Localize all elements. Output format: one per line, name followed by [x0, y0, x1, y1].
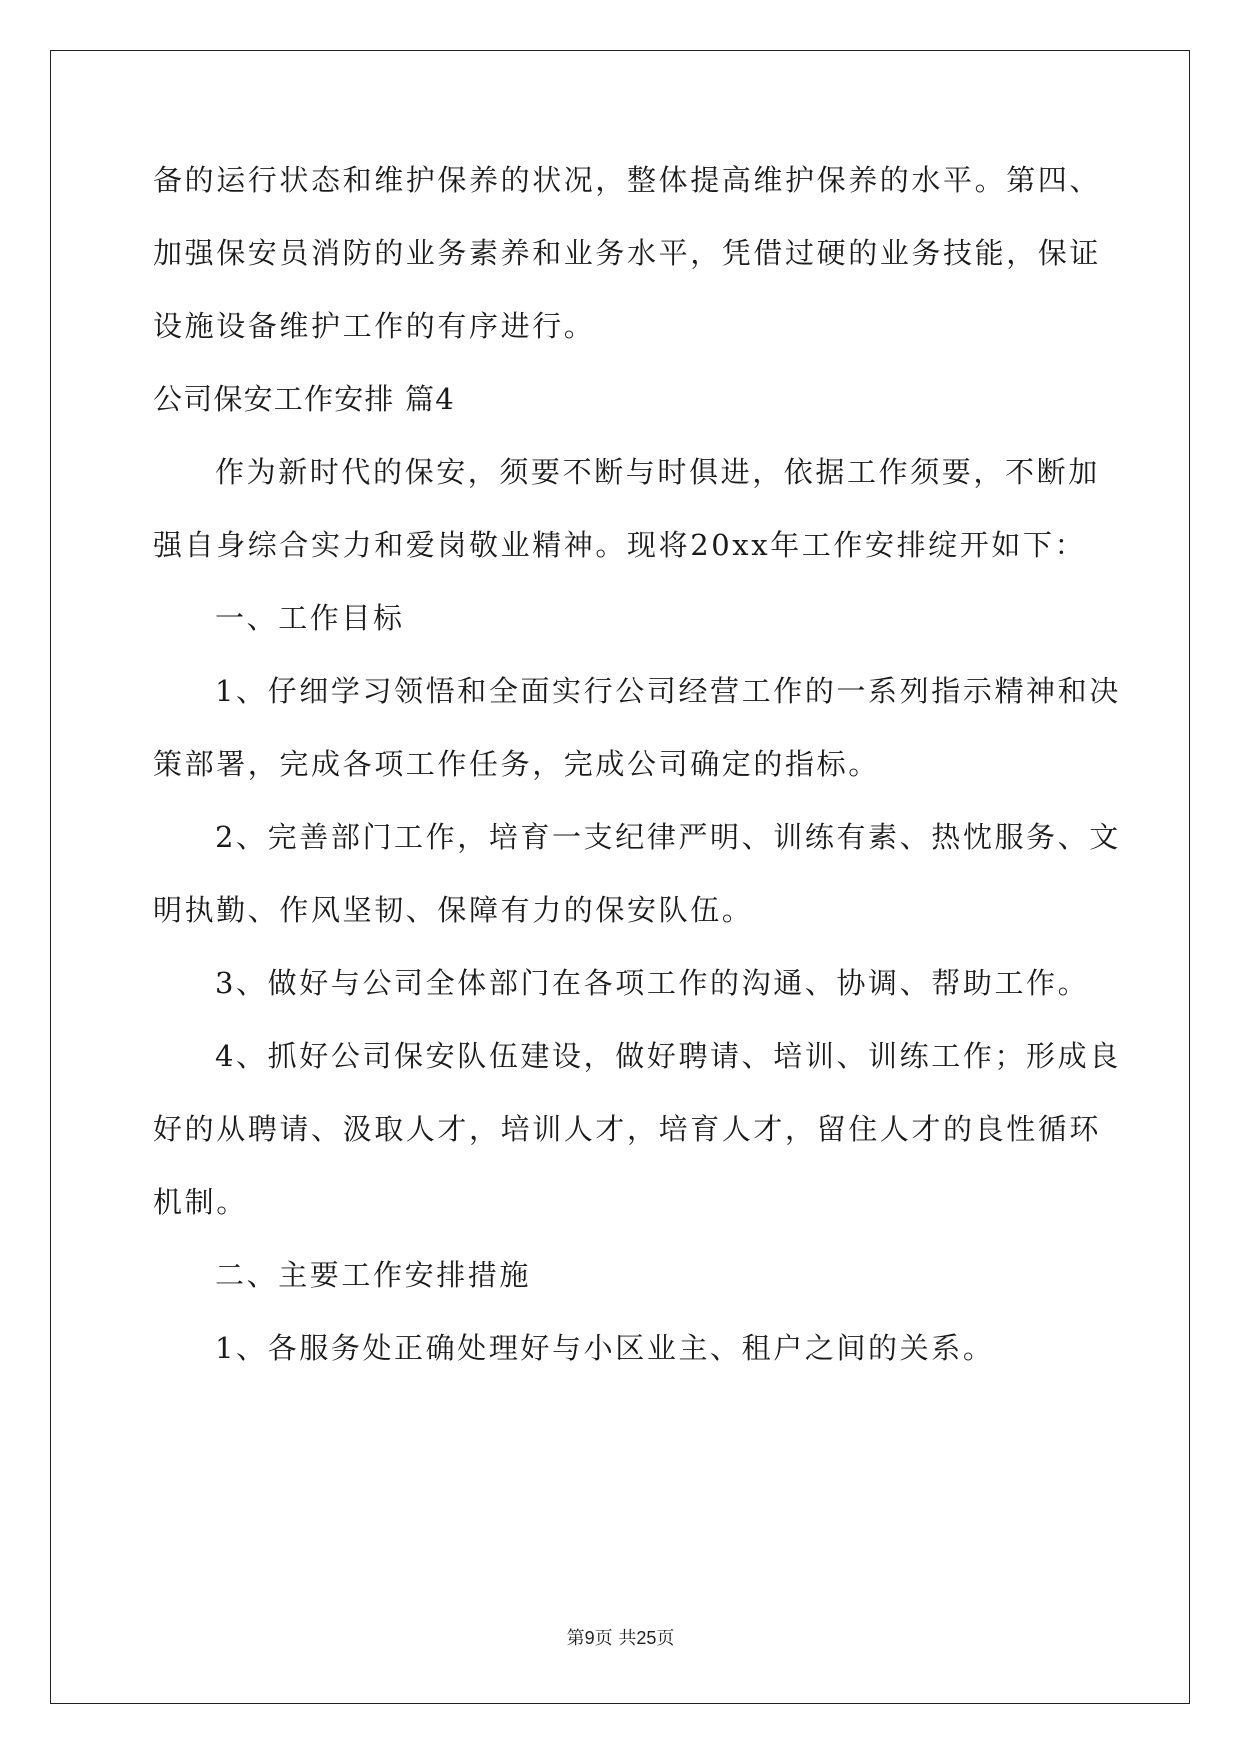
list-item: 1、仔细学习领悟和全面实行公司经营工作的一系列指示精神和决	[215, 674, 1121, 708]
list-item: 4、抓好公司保安队伍建设，做好聘请、培训、训练工作；形成良	[215, 1039, 1121, 1073]
body-line: 备的运行状态和维护保养的状况，整体提高维护保养的水平。第四、	[153, 163, 1102, 197]
footer-prefix: 第	[566, 1628, 585, 1649]
total-page-number: 25	[636, 1628, 657, 1648]
current-page-number: 9	[584, 1628, 595, 1648]
list-item-continuation: 明执勤、作风坚韧、保障有力的保安队伍。	[153, 893, 754, 927]
list-item-continuation: 好的从聘请、汲取人才，培训人才，培育人才，留住人才的良性循环	[153, 1112, 1102, 1146]
list-item: 1、各服务处正确处理好与小区业主、租户之间的关系。	[215, 1331, 995, 1365]
list-item: 3、做好与公司全体部门在各项工作的沟通、协调、帮助工作。	[215, 966, 1090, 1000]
list-item-continuation: 机制。	[153, 1185, 248, 1219]
page-number-footer	[0, 1624, 1241, 1650]
body-line: 作为新时代的保安，须要不断与时俱进，依据工作须要，不断加	[215, 455, 1100, 489]
footer-mid: 页 共	[594, 1628, 637, 1649]
subheading: 二、主要工作安排措施	[215, 1258, 532, 1292]
section-heading: 公司保安工作安排 篇4	[153, 382, 455, 416]
page-border	[50, 50, 1190, 1704]
list-item-continuation: 策部署，完成各项工作任务，完成公司确定的指标。	[153, 747, 880, 781]
footer-suffix: 页	[656, 1628, 675, 1649]
list-item: 2、完善部门工作，培育一支纪律严明、训练有素、热忱服务、文	[215, 820, 1121, 854]
body-line: 加强保安员消防的业务素养和业务水平，凭借过硬的业务技能，保证	[153, 236, 1102, 270]
body-line: 设施设备维护工作的有序进行。	[153, 309, 596, 343]
body-line: 强自身综合实力和爱岗敬业精神。现将20xx年工作安排绽开如下：	[153, 528, 1087, 562]
subheading: 一、工作目标	[215, 601, 405, 635]
